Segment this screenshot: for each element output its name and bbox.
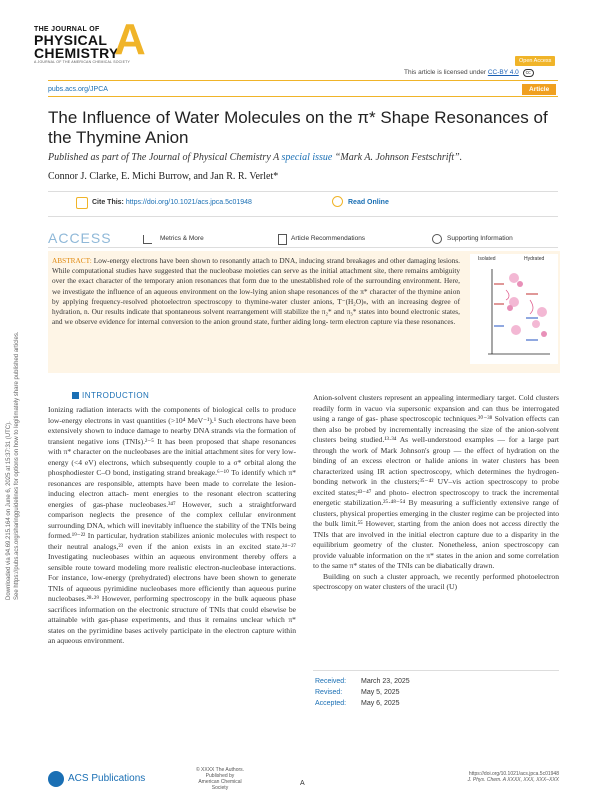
cc-icon: cc [523,69,534,77]
open-access-badge: Open Access [515,56,555,66]
section-bullet-icon [72,392,79,399]
metrics-link[interactable]: Metrics & More [160,235,204,242]
intro-right-column: Anion-solvent clusters represent an appealing intermediary target. Cold clusters readily form in vacuo via supersonic expansion and can thus be interrogated using a range of gas- phase spectroscopic techniques.³⁰⁻³⁸ Solvation effects can then also be probed by incrementally increasing the size of the anion-solvent clusters being studied.¹³·³⁴ As well-understood examples — for a large part through the work of Mark Johnson's group — the effect of hydration on the binding of an excess electron or halide anions in water clusters has been characterized using IR action spectroscopy, which determines the hydrogen-bonding network in the clusters;³⁵⁻⁴² UV–vis action spectroscopy to probe excited states;⁴³⁻⁴⁷ and photo- electron spectroscopy to track the incremental energetic stabilization.²⁵·⁴⁸⁻⁵⁴ By measuring a sufficiently extensive range of clusters, physical properties emerging in the cluster regime can be projected into the bulk limit.⁵⁵ However, starting from the anion does not access directly the TNIs that are involved in the initial electron capture due to a disparity in the equilibrium geometry of the cluster. Nonetheless, anion spectroscopy can provide valuable information on the π* states in the anion and some correlation to the same π* states of the TNIs can be diabatically drawn. Building on such a cluster approach, we recently performed photoelectron spectroscopy on water clusters of the uracil (U) [313,393,560,591]
abstract-text: ABSTRACT: Low-energy electrons have been shown to resonantly attach to DNA, inducing strand breakages and other damaging lesions. While computational studies have suggested that the nucleobase moieties can serve as the initial attachment site, there remains ambiguity over the exact character of the temporary anion resonances that form due to the unestablished role of the surrounding environment. Here, we investigate the influence of an aqueous environment on the low-lying anion shape resonances of the π* character of the thymine anion by applying frequency-resolved photoelectron spectroscopy to thymine-water cluster anions, T⁻(H₂O)ₙ, with an increasing degree of hydration, n. Our results indicate that spontaneous solvent rearrangement will stabilize the π₂* and π₃* states into bound electronic states, and we observe evidence for internal conversion to the anion ground state, further aiding long- term electron capture via these resonances. [52,256,461,327]
supporting-info-link[interactable]: Supporting Information [447,235,513,242]
recommendations-link[interactable]: Article Recommendations [291,235,366,242]
read-online-icon [332,196,343,207]
dates-rule-top [313,670,559,671]
header-rule [48,80,558,81]
header-rule-2 [48,96,558,97]
doi-link[interactable]: https://doi.org/10.1021/acs.jpca.5c01948 [125,199,252,206]
introduction-heading: INTRODUCTION [82,391,150,400]
cite-this: Cite This: https://doi.org/10.1021/acs.jpca.5c01948 [92,199,252,206]
license-link[interactable]: CC-BY 4.0 [487,69,519,76]
acs-logo-icon [48,771,64,787]
article-type-tag: Article [522,84,556,95]
sharing-notice: See https://pubs.acs.org/sharingguidelines for options on how to legitimately share published articles. [14,331,20,600]
metrics-icon [143,235,152,244]
graphic-label-isolated: Isolated [478,256,496,262]
download-notice: Downloaded via 94.69.215.164 on June 6, 2025 at 15:37:31 (UTC). [6,421,12,600]
graphic-label-hydrated: Hydrated [524,256,545,262]
journal-logo-letter: A [114,15,146,64]
access-rule [48,247,558,248]
article-dates: Received: March 23, 2025 Revised: May 5, 2025 Accepted: May 6, 2025 [315,678,410,707]
journal-logo: THE JOURNAL OF PHYSICAL CHEMISTRY A JOURNAL OF THE AMERICAN CHEMICAL SOCIETY [34,26,130,64]
journal-url[interactable]: pubs.acs.org/JPCA [48,86,108,93]
authors: Connor J. Clarke, E. Michi Burrow, and Jan R. R. Verlet* [48,171,279,182]
access-label: ACCESS [48,230,112,246]
read-online-link[interactable]: Read Online [348,199,389,206]
abstract-graphic [470,254,558,364]
acs-publications-logo: ACS Publications [68,773,146,784]
intro-left-column: Ionizing radiation interacts with the components of biological cells to produce low-energy electrons in vast quantities (>10⁴ MeV⁻¹).¹ Such electrons have been extensively shown to induce damage to nearby DNA strands via the formation of transient negative ions (TNIs).²⁻⁵ It has been proposed that shape resonances with π* character on the nucleobases are the initial attachment sites for very low-energy (<4 eV) electrons, which subsequently couple to a σ* orbital along the phosphodiester C–O bond, instigating strand breakage.⁶⁻¹⁰ To identify which π* resonances are responsible, attempts have been made to correlate the lesion-inducing electron attach- ment energies to the resonant electron scattering energies of gas-phase nucleobases.³⁴⁷ However, such a straightforward comparison neglects the presence of the complex cellular environment surrounding DNA, which will inevitably influence the stability of the TNIs being formed.¹⁹⁻²² In particular, hydration stabilizes anionic molecules with respect to their neutral analogs,²³ even if the anion exists in an excited state.²⁴⁻²⁷ Investigating nucleobases within an aqueous environment thereby offers a sensible route toward modeling more realistic electron-nucleobase interactions. For instance, low-energy (prehydrated) electrons have been shown to generate TNIs of aqueous pyrimidine nucleobases more efficiently than aqueous purine nucleobases.²⁸·²⁹ However, performing spectroscopy in the bulk aqueous phase sacrifices information on the electronic structure of TNIs that could elsewise be attainable with gas-phase experiments, and thus it remains unclear which π* states on the pyrimidine bases actively participate in the electron capture within an aqueous environment. [48,405,297,645]
published-as-part: Published as part of The Journal of Physical Chemistry A special issue “Mark A. Johnson Festschrift”. [48,152,463,163]
copyright: © XXXX The Authors. Published by American Chemical Society [195,767,245,791]
article-title: The Influence of Water Molecules on the π* Shape Resonances of the Thymine Anion [48,108,548,147]
supporting-info-icon [432,234,442,244]
recommendations-icon [278,234,287,245]
footer-doi: https://doi.org/10.1021/acs.jpca.5c01948 J. Phys. Chem. A XXXX, XXX, XXX–XXX [467,771,559,783]
cite-icon [76,197,88,209]
special-issue-link[interactable]: special issue [281,152,333,163]
page-number: A [300,780,305,787]
license-notice: This article is licensed under CC-BY 4.0 cc [404,69,534,77]
